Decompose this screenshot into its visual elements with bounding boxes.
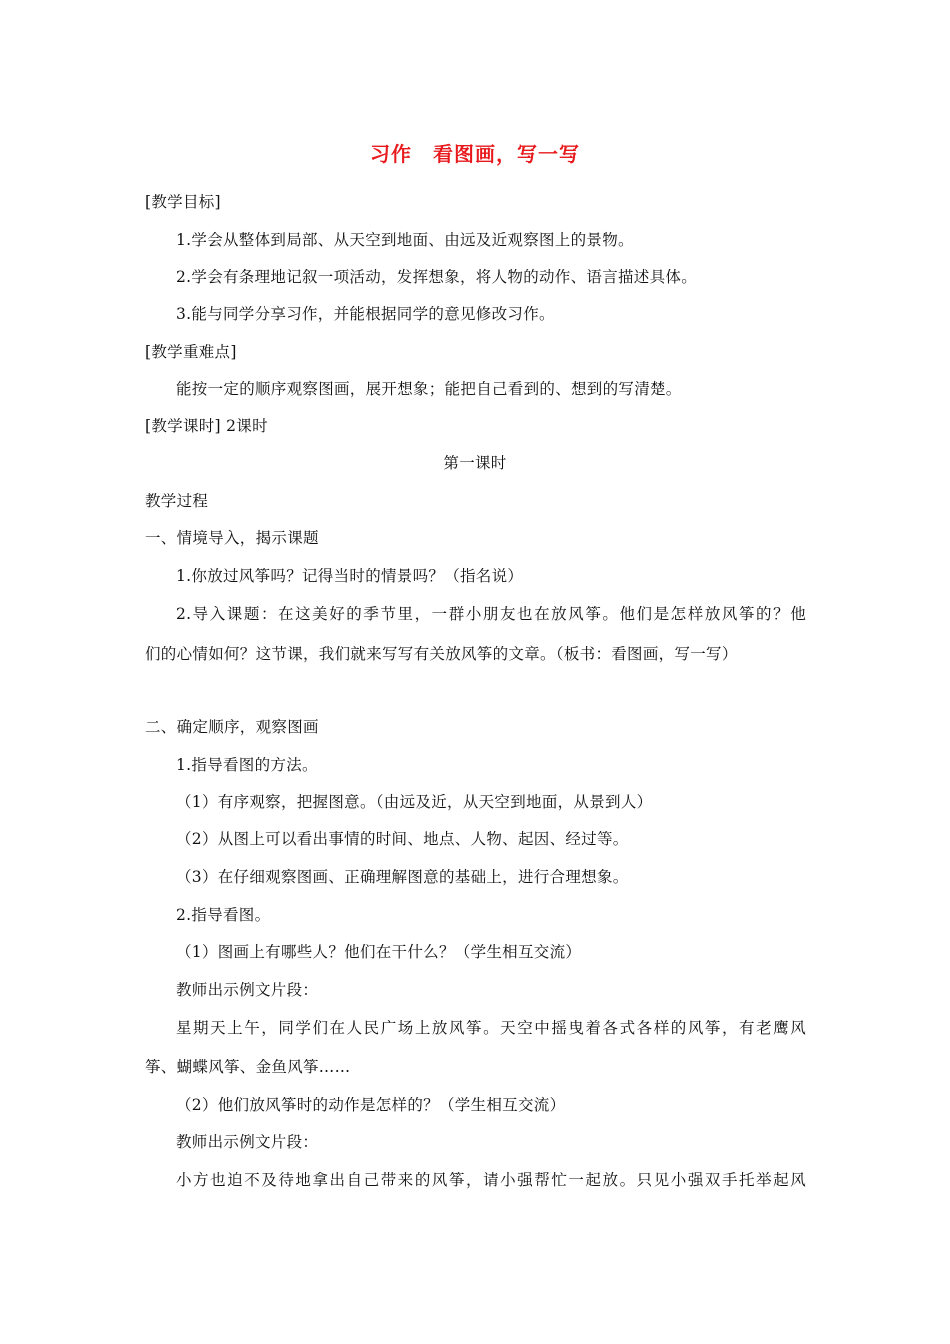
paragraph-line: 星期天上午，同学们在人民广场上放风筝。天空中摇曳着各式各样的风筝，有老鹰风 bbox=[176, 1019, 806, 1037]
process-heading: 教学过程 bbox=[145, 492, 209, 510]
key-points-heading: [教学重难点] bbox=[145, 343, 237, 361]
paragraph-line: 1.指导看图的方法。 bbox=[176, 756, 318, 774]
goal-item: 2.学会有条理地记叙一项活动，发挥想象，将人物的动作、语言描述具体。 bbox=[176, 268, 697, 286]
goal-item: 3.能与同学分享习作，并能根据同学的意见修改习作。 bbox=[176, 305, 555, 323]
paragraph-line: 教师出示例文片段： bbox=[176, 1133, 319, 1151]
paragraph-line: 教师出示例文片段： bbox=[176, 981, 319, 999]
document-title: 习作 看图画，写一写 bbox=[370, 142, 580, 166]
paragraph-line: 2.指导看图。 bbox=[176, 906, 271, 924]
goals-heading: [教学目标] bbox=[145, 193, 221, 211]
paragraph-line: 2.导入课题：在这美好的季节里，一群小朋友也在放风筝。他们是怎样放风筝的？他 bbox=[176, 605, 806, 623]
paragraph-line: （2）从图上可以看出事情的时间、地点、人物、起因、经过等。 bbox=[176, 830, 629, 848]
goal-item: 1.学会从整体到局部、从天空到地面、由远及近观察图上的景物。 bbox=[176, 231, 634, 249]
section-heading: 一、情境导入，揭示课题 bbox=[145, 529, 319, 547]
section-heading: 二、确定顺序，观察图画 bbox=[145, 718, 319, 736]
paragraph-line: 小方也迫不及待地拿出自己带来的风筝，请小强帮忙一起放。只见小强双手托举起风 bbox=[176, 1171, 806, 1189]
lesson-heading: 第一课时 bbox=[443, 454, 507, 472]
paragraph-line: （1）图画上有哪些人？他们在干什么？（学生相互交流） bbox=[176, 943, 582, 961]
paragraph-line: 们的心情如何？这节课，我们就来写写有关放风筝的文章。（板书：看图画，写一写） bbox=[145, 645, 738, 663]
paragraph-line: （3）在仔细观察图画、正确理解图意的基础上，进行合理想象。 bbox=[176, 868, 629, 886]
paragraph-line: （1）有序观察，把握图意。（由远及近，从天空到地面，从景到人） bbox=[176, 793, 653, 811]
key-points-text: 能按一定的顺序观察图画，展开想象；能把自己看到的、想到的写清楚。 bbox=[176, 380, 682, 398]
paragraph-line: 筝、蝴蝶风筝、金鱼风筝…… bbox=[145, 1058, 351, 1076]
paragraph-line: 1.你放过风筝吗？记得当时的情景吗？（指名说） bbox=[176, 567, 524, 585]
class-hours: [教学课时] 2课时 bbox=[145, 417, 268, 435]
paragraph-line: （2）他们放风筝时的动作是怎样的？（学生相互交流） bbox=[176, 1096, 566, 1114]
